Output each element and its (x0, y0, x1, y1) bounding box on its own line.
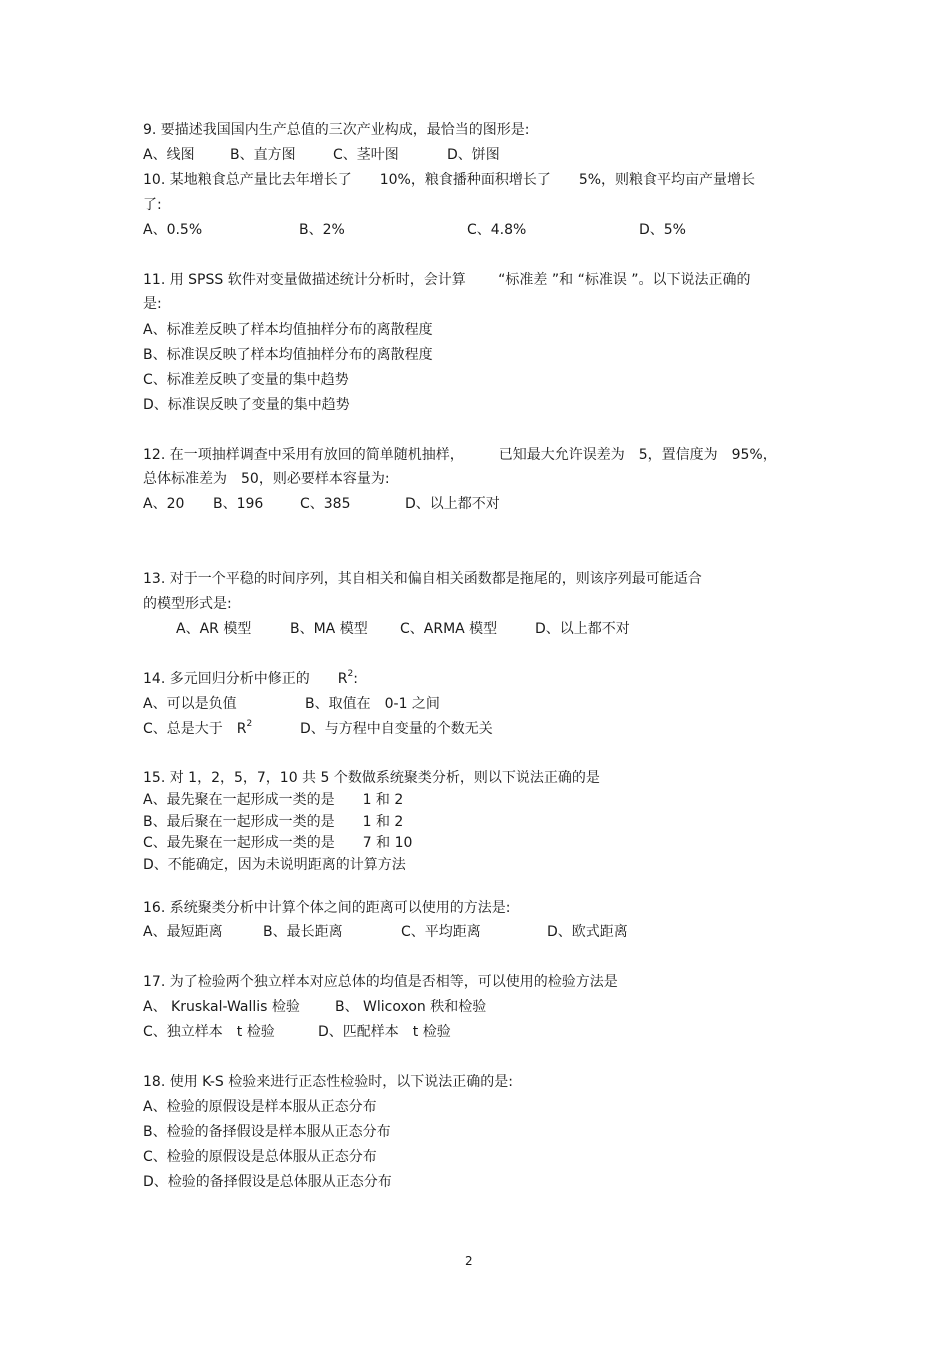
question-10-stem: 10. 某地粮食总产量比去年增长了 10%，粮食播种面积增长了 5%，则粮食平均亩产量增长 (143, 172, 756, 188)
question-13-option-b: B、MA 模型 (290, 621, 368, 637)
question-11-stem-cont: 是: (143, 296, 162, 312)
question-11-option-a: A、标准差反映了样本均值抽样分布的离散程度 (143, 322, 433, 338)
question-9-option-a: A、线图 (143, 147, 195, 163)
question-16-option-c: C、平均距离 (401, 924, 481, 940)
question-18-option-c: C、检验的原假设是总体服从正态分布 (143, 1149, 377, 1165)
question-13-stem-cont: 的模型形式是: (143, 596, 232, 612)
question-12-option-b: B、196 (213, 496, 264, 512)
question-17-option-a: A、 Kruskal-Wallis 检验 (143, 999, 300, 1015)
question-15-option-c: C、最先聚在一起形成一类的是 7 和 10 (143, 835, 413, 851)
question-9-option-c: C、茎叶图 (333, 147, 399, 163)
question-12-option-a: A、20 (143, 496, 185, 512)
question-17-option-d: D、匹配样本 t 检验 (318, 1024, 451, 1040)
question-14-option-c (143, 720, 252, 738)
question-11-option-d: D、标准误反映了变量的集中趋势 (143, 397, 350, 413)
question-13-option-d: D、以上都不对 (535, 621, 630, 637)
question-14-stem (143, 670, 358, 688)
superscript: 2 (246, 719, 253, 730)
question-13-option-c: C、ARMA 模型 (400, 621, 498, 637)
question-14-option-c-text: C、总是大于 R (143, 721, 247, 737)
question-17-option-b: B、 Wlicoxon 秩和检验 (335, 999, 487, 1015)
question-18-option-b: B、检验的备择假设是样本服从正态分布 (143, 1124, 391, 1140)
question-9-option-b: B、直方图 (230, 147, 296, 163)
question-9-stem: 9. 要描述我国国内生产总值的三次产业构成，最恰当的图形是: (143, 122, 530, 138)
question-13-stem: 13. 对于一个平稳的时间序列，其自相关和偏自相关函数都是拖尾的，则该序列最可能适合 (143, 571, 702, 587)
question-16-option-a: A、最短距离 (143, 924, 223, 940)
question-12-option-d: D、以上都不对 (405, 496, 500, 512)
question-14-stem-text: 14. 多元回归分析中修正的 R (143, 671, 348, 687)
question-16-option-b: B、最长距离 (263, 924, 343, 940)
question-12-stem-cont: 总体标准差为 50，则必要样本容量为: (143, 471, 390, 487)
question-15-option-b: B、最后聚在一起形成一类的是 1 和 2 (143, 814, 404, 830)
question-15-stem: 15. 对 1，2，5，7，10 共 5 个数做系统聚类分析，则以下说法正确的是 (143, 770, 600, 786)
question-17-stem: 17. 为了检验两个独立样本对应总体的均值是否相等，可以使用的检验方法是 (143, 974, 618, 990)
question-14-stem-tail: : (353, 671, 358, 687)
question-14-option-d: D、与方程中自变量的个数无关 (300, 721, 493, 737)
question-16-option-d: D、欧式距离 (547, 924, 628, 940)
question-9-option-d: D、饼图 (447, 147, 500, 163)
question-18-option-d: D、检验的备择假设是总体服从正态分布 (143, 1174, 392, 1190)
question-11-stem: 11. 用 SPSS 软件对变量做描述统计分析时，会计算 “标准差 ”和 “标准误 ”。以下说法正确的 (143, 272, 751, 288)
question-18-option-a: A、检验的原假设是样本服从正态分布 (143, 1099, 377, 1115)
question-15-option-d: D、不能确定，因为未说明距离的计算方法 (143, 857, 406, 873)
question-12-stem: 12. 在一项抽样调查中采用有放回的简单随机抽样， 已知最大允许误差为 5，置信度为 95%， (143, 447, 777, 463)
question-11-option-b: B、标准误反映了样本均值抽样分布的离散程度 (143, 347, 433, 363)
question-10-option-a: A、0.5% (143, 222, 203, 238)
superscript: 2 (347, 669, 354, 680)
question-12-option-c: C、385 (300, 496, 351, 512)
question-14-option-b: B、取值在 0-1 之间 (305, 696, 440, 712)
question-15-option-a: A、最先聚在一起形成一类的是 1 和 2 (143, 792, 404, 808)
page-number: 2 (465, 1254, 473, 1268)
question-16-stem: 16. 系统聚类分析中计算个体之间的距离可以使用的方法是: (143, 900, 511, 916)
question-11-option-c: C、标准差反映了变量的集中趋势 (143, 372, 349, 388)
question-10-stem-cont: 了: (143, 197, 162, 213)
question-14-option-a: A、可以是负值 (143, 696, 237, 712)
question-10-option-d: D、5% (639, 222, 686, 238)
question-17-option-c: C、独立样本 t 检验 (143, 1024, 275, 1040)
question-10-option-b: B、2% (299, 222, 345, 238)
question-13-option-a: A、AR 模型 (176, 621, 252, 637)
question-10-option-c: C、4.8% (467, 222, 527, 238)
question-18-stem: 18. 使用 K-S 检验来进行正态性检验时，以下说法正确的是: (143, 1074, 513, 1090)
